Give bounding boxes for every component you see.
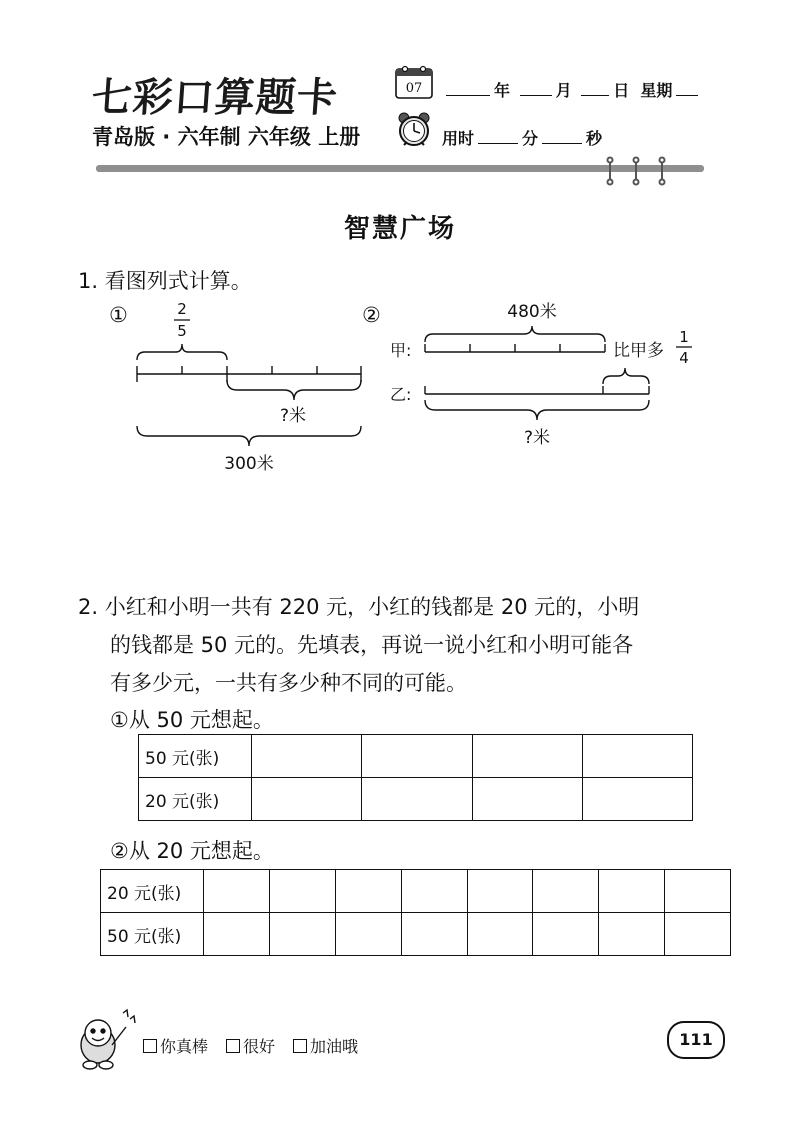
diagram-2-bar-a xyxy=(425,344,605,352)
diagram-2-total-brace xyxy=(425,400,649,420)
answer-cell[interactable] xyxy=(472,778,582,821)
diagram-2-extra-brace xyxy=(603,368,649,384)
diagram-1-bar xyxy=(137,366,361,382)
month-label: 月 xyxy=(555,81,572,100)
answer-cell[interactable] xyxy=(362,778,472,821)
rating-checkbox[interactable] xyxy=(143,1039,157,1053)
rating-label: 加油哦 xyxy=(310,1037,359,1056)
rating-good[interactable] xyxy=(226,1034,275,1057)
table-row xyxy=(139,778,693,821)
answer-cell[interactable] xyxy=(269,913,335,956)
answer-cell[interactable] xyxy=(599,913,665,956)
calendar-icon xyxy=(395,65,433,99)
binder-rings-icon xyxy=(600,156,670,186)
diagram-1-marker: ① xyxy=(109,303,128,327)
answer-cell[interactable] xyxy=(335,913,401,956)
weekday-label: 星期 xyxy=(640,81,673,100)
question-2-text-2: 的钱都是 50 元的。先填表，再说一说小红和小明可能各 xyxy=(110,633,634,657)
question-1-number: 1. xyxy=(78,269,99,293)
answer-cell[interactable] xyxy=(582,735,692,778)
answer-cell[interactable] xyxy=(582,778,692,821)
rating-keep-trying[interactable] xyxy=(293,1034,358,1057)
year-label: 年 xyxy=(494,81,511,100)
answer-cell[interactable] xyxy=(533,870,599,913)
mascot-icon xyxy=(70,1005,138,1075)
answer-cell[interactable] xyxy=(362,735,472,778)
day-blank[interactable] xyxy=(581,81,609,96)
answer-cell[interactable] xyxy=(401,870,467,913)
row-header: 50 元(张) xyxy=(139,735,252,778)
date-fill-line xyxy=(442,78,702,101)
table-from-20 xyxy=(100,869,731,956)
answer-cell[interactable] xyxy=(269,870,335,913)
answer-cell[interactable] xyxy=(204,870,270,913)
diagram-1-unknown-label: ?米 xyxy=(279,406,307,426)
question-1-diagrams xyxy=(100,290,720,480)
diagram-2-top-brace xyxy=(425,326,605,342)
calendar-number: 07 xyxy=(405,81,423,96)
diagram-2-bar-b xyxy=(425,386,649,394)
answer-cell[interactable] xyxy=(335,870,401,913)
rating-checkbox[interactable] xyxy=(226,1039,240,1053)
diagram-2-compare-text: 比甲多 xyxy=(613,341,664,361)
rating-checkbox[interactable] xyxy=(293,1039,307,1053)
minutes-blank[interactable] xyxy=(478,129,518,144)
weekday-blank[interactable] xyxy=(676,81,698,96)
table-row xyxy=(139,735,693,778)
diagram-2-bar-a-label: 甲: xyxy=(390,341,412,360)
question-2-text-3: 有多少元，一共有多少种不同的可能。 xyxy=(110,671,467,695)
answer-cell[interactable] xyxy=(472,735,582,778)
rating-label: 你真棒 xyxy=(160,1037,209,1056)
diagram-2-marker: ② xyxy=(362,303,381,327)
diagram-1-total-brace xyxy=(137,426,361,446)
seconds-blank[interactable] xyxy=(542,129,582,144)
seconds-label: 秒 xyxy=(586,129,603,148)
question-2-number: 2. xyxy=(78,595,99,619)
diagram-1-fraction-brace xyxy=(137,344,227,360)
question-1-text: 看图列式计算。 xyxy=(104,269,252,293)
answer-cell[interactable] xyxy=(401,913,467,956)
diagram-2-unknown-label: ?米 xyxy=(523,428,551,448)
answer-cell[interactable] xyxy=(533,913,599,956)
diagram-2-fraction-denominator: 4 xyxy=(679,349,689,367)
rating-excellent[interactable] xyxy=(143,1034,208,1057)
table-row xyxy=(101,870,731,913)
time-fill-line xyxy=(442,126,602,149)
diagram-1-unknown-brace xyxy=(227,380,361,400)
minutes-label: 分 xyxy=(522,129,539,148)
diagram-1-fraction-numerator: 2 xyxy=(177,300,187,318)
page-number: 111 xyxy=(667,1021,725,1059)
answer-cell[interactable] xyxy=(252,735,362,778)
row-header: 20 元(张) xyxy=(139,778,252,821)
answer-cell[interactable] xyxy=(204,913,270,956)
edition-label: 青岛版 · 六年制 六年级 上册 xyxy=(92,125,361,149)
diagram-2-fraction-numerator: 1 xyxy=(679,328,689,346)
answer-cell[interactable] xyxy=(467,913,533,956)
question-2-line-1 xyxy=(78,588,639,626)
question-2-text-1: 小红和小明一共有 220 元，小红的钱都是 20 元的，小明 xyxy=(104,595,640,619)
diagram-1-total-label: 300米 xyxy=(224,454,274,474)
time-used-label: 用时 xyxy=(442,129,475,148)
diagram-1-fraction-denominator: 5 xyxy=(177,322,187,340)
row-header: 50 元(张) xyxy=(101,913,204,956)
table-from-50 xyxy=(138,734,693,821)
day-label: 日 xyxy=(613,81,630,100)
section-title: 智慧广场 xyxy=(343,214,456,244)
part-2-heading: ②从 20 元想起。 xyxy=(110,839,274,863)
answer-cell[interactable] xyxy=(467,870,533,913)
part-1-heading: ①从 50 元想起。 xyxy=(110,708,274,732)
year-blank[interactable] xyxy=(446,81,490,96)
month-blank[interactable] xyxy=(520,81,552,96)
rating-label: 很好 xyxy=(243,1037,276,1056)
answer-cell[interactable] xyxy=(665,870,731,913)
answer-cell[interactable] xyxy=(665,913,731,956)
alarm-clock-icon xyxy=(396,112,432,148)
diagram-2-bar-b-label: 乙: xyxy=(390,385,412,404)
row-header: 20 元(张) xyxy=(101,870,204,913)
table-row xyxy=(101,913,731,956)
answer-cell[interactable] xyxy=(252,778,362,821)
diagram-2-top-label: 480米 xyxy=(507,302,557,322)
self-rating-options xyxy=(143,1034,358,1057)
answer-cell[interactable] xyxy=(599,870,665,913)
brand-logo-text: 七彩口算题卡 xyxy=(90,75,340,121)
